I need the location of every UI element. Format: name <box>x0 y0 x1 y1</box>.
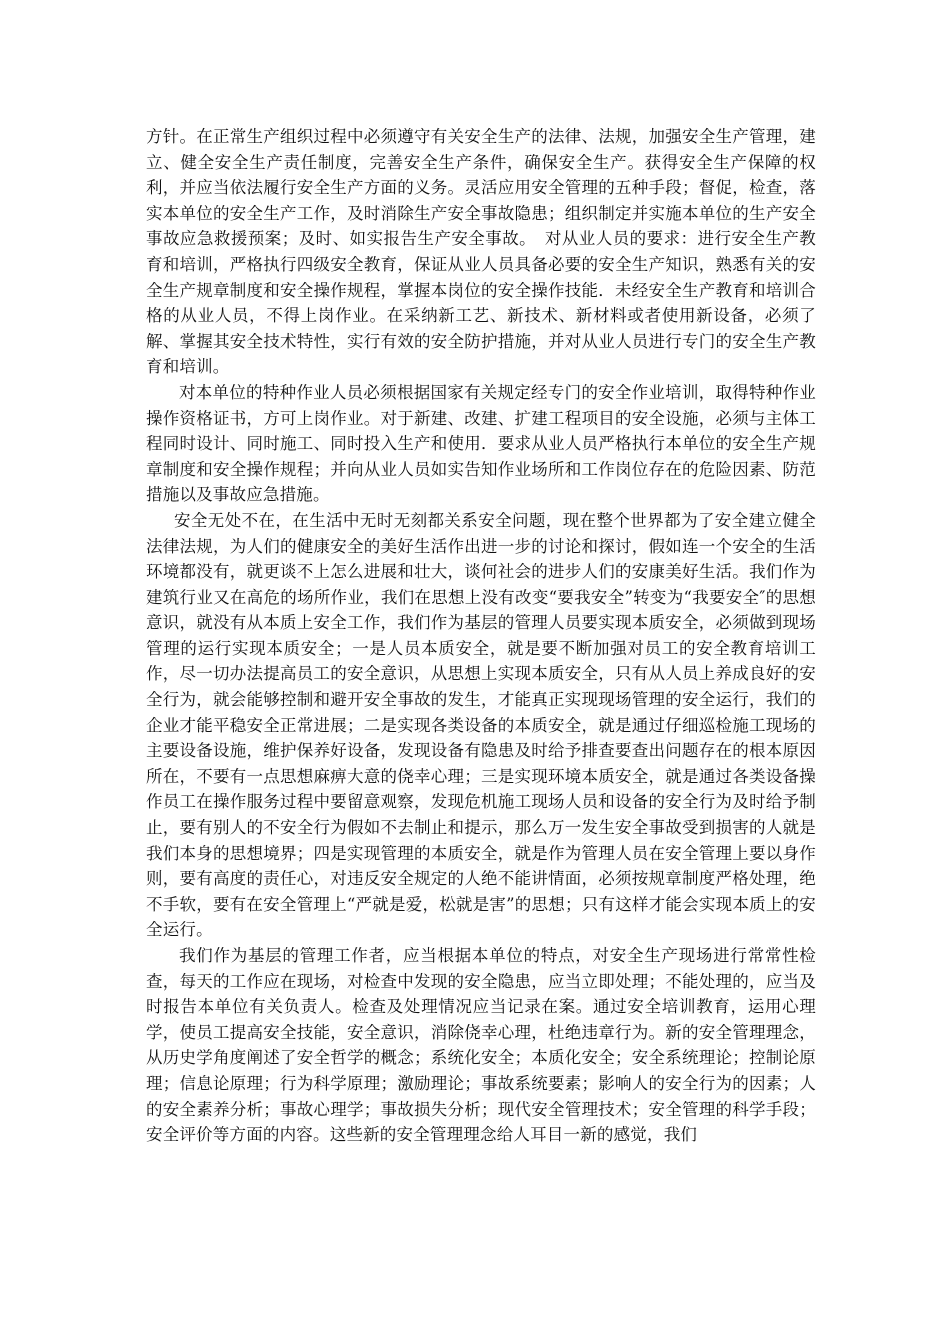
paragraph-1: 方针。在正常生产组织过程中必须遵守有关安全生产的法律、法规，加强安全生产管理，建立、健全安全生产责任制度，完善安全生产条件，确保安全生产。获得安全生产保障的权利，并应当依法履行安全生产方面的义务。灵活应用安全管理的五种手段；督促，检查，落实本单位的安全生产工作，及时消除生产安全事故隐患；组织制定并实施本单位的生产安全事故应急救援预案；及时、如实报告生产安全事故。 对从业人员的要求：进行安全生产教育和培训，严格执行四级安全教育，保证从业人员具备必要的安全生产知识，熟悉有关的安全生产规章制度和安全操作规程，掌握本岗位的安全操作技能．未经安全生产教育和培训合格的从业人员，不得上岗作业。在采纳新工艺、新技术、新材料或者使用新设备，必须了解、掌握其安全技术特性，实行有效的安全防护措施，并对从业人员进行专门的安全生产教育和培训。 <box>146 127 816 377</box>
paragraph-4: 我们作为基层的管理工作者，应当根据本单位的特点，对安全生产现场进行常常性检查，每天的工作应在现场，对检查中发现的安全隐患，应当立即处理；不能处理的，应当及时报告本单位有关负责人。检查及处理情况应当记录在案。通过安全培训教育，运用心理学，使员工提高安全技能，安全意识，消除侥幸心理，杜绝违章行为。新的安全管理理念，从历史学角度阐述了安全哲学的概念；系统化安全；本质化安全；安全系统理论；控制论原理；信息论原理；行为科学原理；激励理论；事故系统要素；影响人的安全行为的因素；人的安全素养分析；事故心理学；事故损失分析；现代安全管理技术；安全管理的科学手段；安全评价等方面的内容。这些新的安全管理理念给人耳目一新的感觉，我们 <box>146 946 816 1145</box>
document-body <box>146 124 816 1148</box>
paragraph-2: 对本单位的特种作业人员必须根据国家有关规定经专门的安全作业培训，取得特种作业操作资格证书，方可上岗作业。对于新建、改建、扩建工程项目的安全设施，必须与主体工程同时设计、同时施工、同时投入生产和使用．要求从业人员严格执行本单位的安全生产规章制度和安全操作规程；并向从业人员如实告知作业场所和工作岗位存在的危险因素、防范措施以及事故应急措施。 <box>146 382 816 505</box>
paragraph-3: 安全无处不在，在生活中无时无刻都关系安全问题，现在整个世界都为了安全建立健全法律法规，为人们的健康安全的美好生活作出进一步的讨论和探讨，假如连一个安全的生活环境都没有，就更谈不上怎么进展和壮大，谈何社会的进步人们的安康美好生活。我们作为建筑行业又在高危的场所作业，我们在思想上没有改变“要我安全”转变为“我要安全″的思想意识，就没有从本质上安全工作，我们作为基层的管理人员要实现本质安全，必须做到现场管理的运行实现本质安全；一是人员本质安全，就是要不断加强对员工的安全教育培训工作，尽一切办法提高员工的安全意识，从思想上实现本质安全，只有从人员上养成良好的安全行为，就会能够控制和避开安全事故的发生，才能真正实现现场管理的安全运行，我们的企业才能平稳安全正常进展；二是实现各类设备的本质安全，就是通过仔细巡检施工现场的主要设备设施，维护保养好设备，发现设备有隐患及时给予排查要查出问题存在的根本原因所在，不要有一点思想麻痹大意的侥幸心理；三是实现环境本质安全，就是通过各类设备操作员工在操作服务过程中要留意观察，发现危机施工现场人员和设备的安全行为及时给予制止，要有别人的不安全行为假如不去制止和提示，那么万一发生安全事故受到损害的人就是我们本身的思想境界；四是实现管理的本质安全，就是作为管理人员在安全管理上要以身作则，要有高度的责任心，对违反安全规定的人绝不能讲情面，必须按规章制度严格处理，绝不手软，要有在安全管理上“严就是爱，松就是害”的思想；只有这样才能会实现本质上的安全运行。 <box>146 510 816 940</box>
